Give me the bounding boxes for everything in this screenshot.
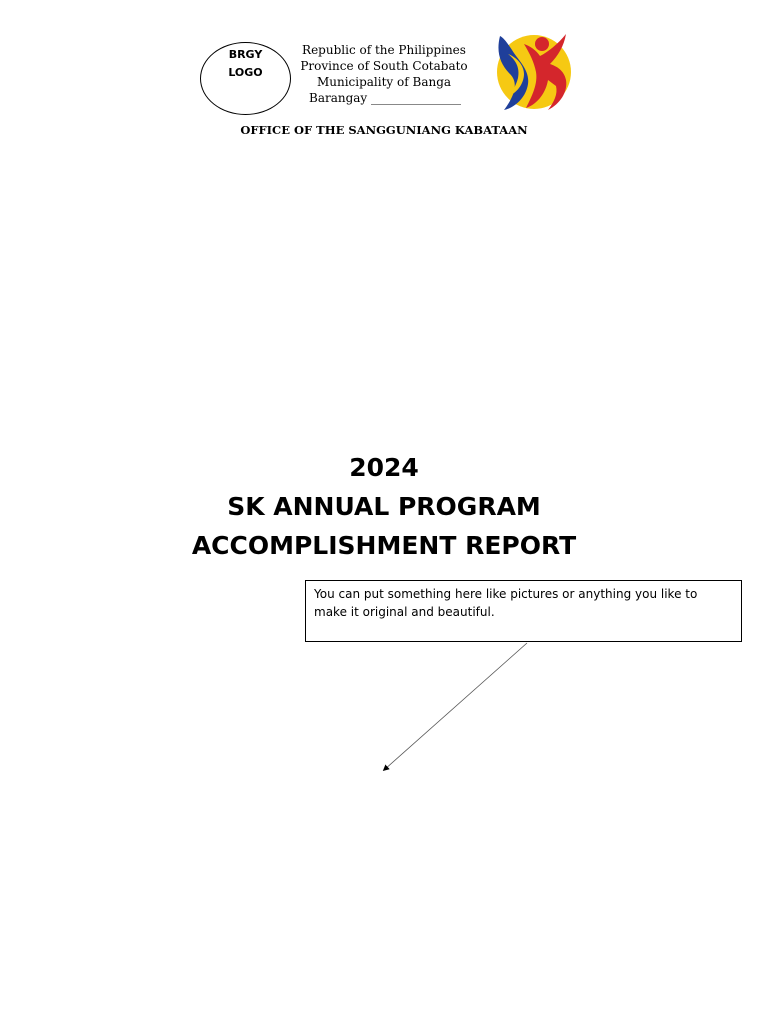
address-line-country: Republic of the Philippines [302, 43, 466, 57]
sk-logo-head [535, 37, 549, 51]
address-line-municipality: Municipality of Banga [316, 75, 452, 89]
brgy-logo-line1: BRGY [228, 48, 263, 61]
report-year: 2024 [349, 453, 419, 482]
report-title-line1: SK ANNUAL PROGRAM [227, 492, 541, 521]
brgy-logo-line2: LOGO [228, 66, 263, 79]
instruction-text-box[interactable] [305, 580, 742, 642]
office-title: OFFICE OF THE SANGGUNIANG KABATAAN [240, 123, 528, 137]
address-line-province: Province of South Cotabato [300, 59, 468, 73]
address-block [296, 42, 472, 106]
address-line-barangay: Barangay _______________ [309, 91, 462, 105]
brgy-logo-placeholder [200, 42, 291, 115]
arrow-line [384, 643, 527, 770]
report-title [0, 448, 768, 565]
instruction-text: You can put something here like pictures or anything you like to make it original and beautiful. [314, 587, 698, 619]
sk-logo-icon [486, 24, 576, 116]
report-title-line2: ACCOMPLISHMENT REPORT [191, 531, 577, 560]
